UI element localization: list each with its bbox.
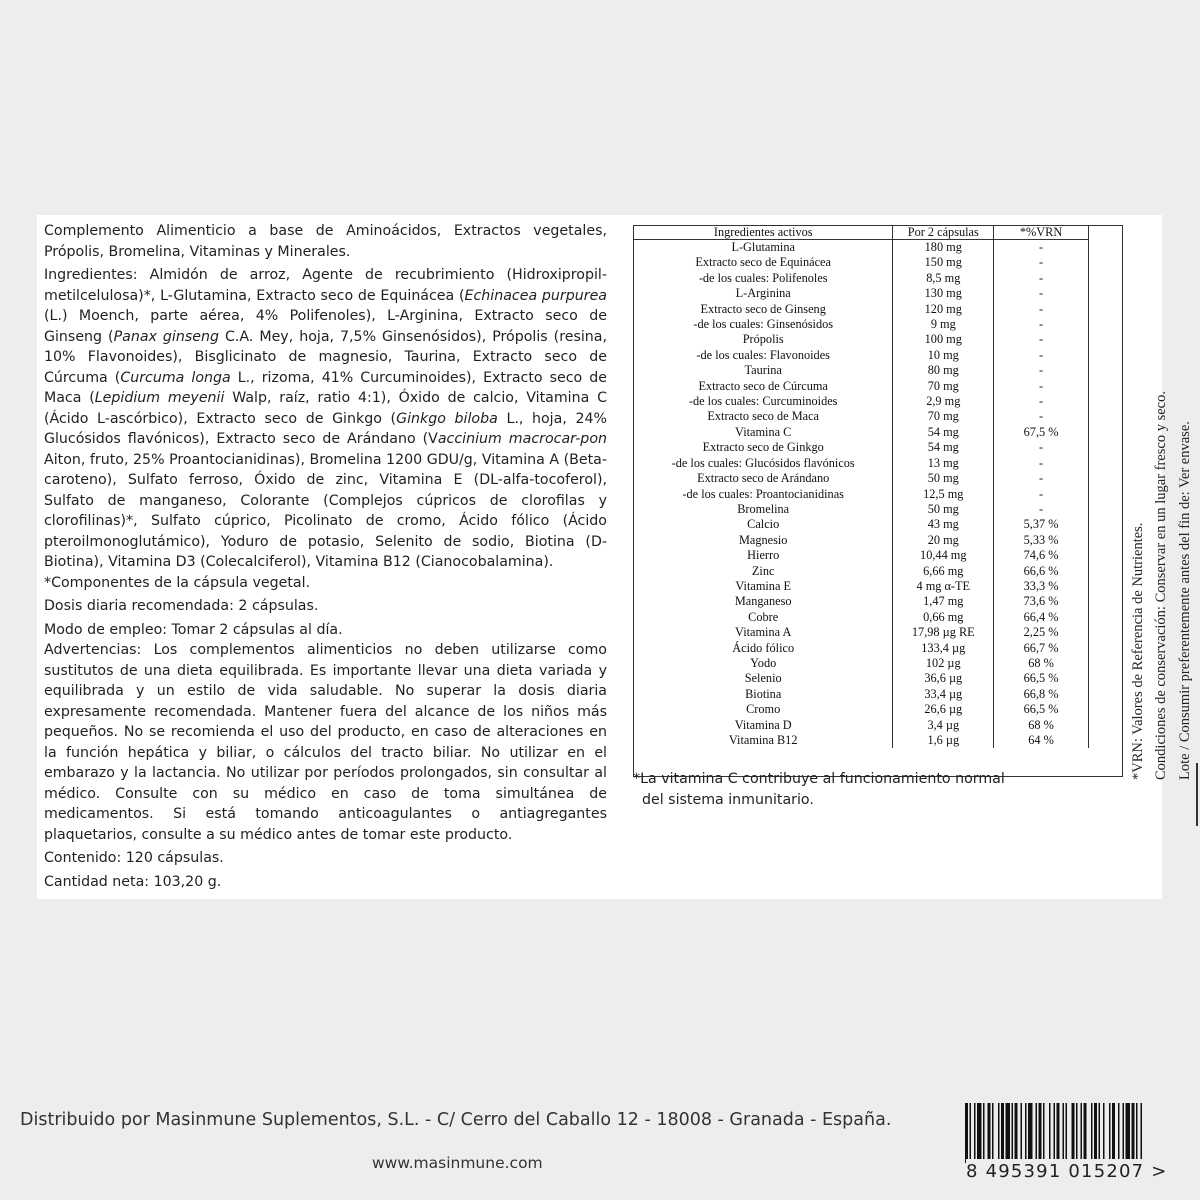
nutrition-table-row (634, 641, 1089, 656)
contents-count: Contenido: 120 cápsulas. (44, 850, 224, 866)
lot-expiry-note: Lote / Consumir preferentemente antes del fin de: Ver envase. (1177, 421, 1193, 780)
barcode-bar (1103, 1103, 1105, 1163)
storage-conditions: Condiciones de conservación: Conservar en un lugar fresco y seco. (1153, 391, 1169, 780)
barcode-bar (1081, 1103, 1083, 1163)
ingredient-name: -de los cuales: Ginsenósidos (634, 317, 893, 332)
amount-per-2-capsules: 43 mg (893, 517, 994, 532)
nutrition-table-row (634, 332, 1089, 347)
vrn-percent: - (994, 487, 1089, 502)
barcode-bar (965, 1103, 968, 1163)
ingredient-name: Magnesio (634, 533, 893, 548)
vrn-percent: - (994, 348, 1089, 363)
vertical-notes (1122, 245, 1200, 785)
barcode-bar (1025, 1103, 1027, 1163)
nutrition-table-row (634, 487, 1089, 502)
nutrition-table-row (634, 718, 1089, 733)
ingredient-name: -de los cuales: Glucósidos flavónicos (634, 456, 893, 471)
barcode-bar (1054, 1103, 1056, 1163)
nutrition-table-row (634, 564, 1089, 579)
vertical-divider (1196, 763, 1198, 826)
amount-per-2-capsules: 54 mg (893, 440, 994, 455)
vrn-percent: 2,25 % (994, 625, 1089, 640)
vrn-percent: 66,4 % (994, 610, 1089, 625)
capsule-components-note: *Componentes de la cápsula vegetal. (44, 574, 311, 591)
nutrition-table-row (634, 363, 1089, 378)
nutrition-table-header (634, 226, 1089, 240)
nutrition-table-row (634, 302, 1089, 317)
header-active-ingredients: Ingredientes activos (634, 226, 893, 240)
barcode-bars (965, 1103, 1190, 1163)
barcode-bar (1076, 1103, 1078, 1163)
usage-instructions: Modo de empleo: Tomar 2 cápsulas al día. (44, 621, 343, 638)
vrn-percent: - (994, 255, 1089, 270)
vrn-percent: 66,6 % (994, 564, 1089, 579)
product-label (37, 215, 1193, 899)
ingredient-name: Zinc (634, 564, 893, 579)
ingredient-name: Vitamina D (634, 718, 893, 733)
vrn-percent: - (994, 286, 1089, 301)
ingredient-name: Selenio (634, 671, 893, 686)
nutrition-table-body (634, 240, 1089, 749)
amount-per-2-capsules: 4 mg α-TE (893, 579, 994, 594)
amount-per-2-capsules: 150 mg (893, 255, 994, 270)
barcode-bar (1039, 1103, 1042, 1163)
nutrition-table (634, 226, 1089, 748)
barcode-bar (1123, 1103, 1125, 1163)
ingredient-name: Extracto seco de Cúrcuma (634, 379, 893, 394)
header-vrn: *%VRN (994, 226, 1089, 240)
barcode-bar (1091, 1103, 1093, 1163)
nutrition-table-row (634, 348, 1089, 363)
distributor-info: Distribuido por Masinmune Suplementos, S.L. - C/ Cerro del Caballo 12 - 18008 - Granada - España. (20, 1110, 892, 1130)
nutrition-table-row (634, 379, 1089, 394)
barcode-bar (992, 1103, 994, 1163)
vrn-percent: - (994, 394, 1089, 409)
vitamin-c-claim-line2: del sistema inmunitario. (642, 792, 814, 808)
ingredient-name: -de los cuales: Flavonoides (634, 348, 893, 363)
amount-per-2-capsules: 13 mg (893, 456, 994, 471)
ingredient-name: Extracto seco de Ginkgo (634, 440, 893, 455)
vitamin-c-claim-line1: *La vitamina C contribuye al funcionamiento normal (633, 771, 1005, 787)
amount-per-2-capsules: 3,4 µg (893, 718, 994, 733)
vrn-percent: 33,3 % (994, 579, 1089, 594)
amount-per-2-capsules: 102 µg (893, 656, 994, 671)
barcode-number: 8 495391 015207 > (966, 1159, 1191, 1182)
amount-per-2-capsules: 54 mg (893, 425, 994, 440)
vrn-percent: - (994, 379, 1089, 394)
barcode-bar (1084, 1103, 1087, 1163)
amount-per-2-capsules: 33,4 µg (893, 687, 994, 702)
vitamin-c-claim (633, 769, 1033, 811)
nutrition-table-row (634, 548, 1089, 563)
vrn-percent: 66,5 % (994, 702, 1089, 717)
amount-per-2-capsules: 8,5 mg (893, 271, 994, 286)
barcode-bar (1006, 1103, 1011, 1163)
nutrition-table-row (634, 687, 1089, 702)
barcode-bar (983, 1103, 985, 1163)
ingredient-name: -de los cuales: Curcuminoides (634, 394, 893, 409)
ingredient-name: Vitamina B12 (634, 733, 893, 748)
nutrition-table-row (634, 255, 1089, 270)
vrn-percent: - (994, 332, 1089, 347)
barcode-bar (1094, 1103, 1097, 1163)
amount-per-2-capsules: 26,6 µg (893, 702, 994, 717)
nutrition-table-row (634, 425, 1089, 440)
barcode-bar (1049, 1103, 1051, 1163)
nutrition-table-frame (633, 225, 1123, 777)
barcode-bar (988, 1103, 991, 1163)
barcode-bar (1063, 1103, 1065, 1163)
ingredient-name: -de los cuales: Proantocianidinas (634, 487, 893, 502)
barcode-bar (974, 1103, 976, 1163)
ingredient-name: L-Arginina (634, 286, 893, 301)
vrn-percent: 66,8 % (994, 687, 1089, 702)
vrn-percent: - (994, 317, 1089, 332)
ingredient-name: Manganeso (634, 594, 893, 609)
amount-per-2-capsules: 12,5 mg (893, 487, 994, 502)
amount-per-2-capsules: 36,6 µg (893, 671, 994, 686)
ingredient-name: Yodo (634, 656, 893, 671)
header-per-2-capsules: Por 2 cápsulas (893, 226, 994, 240)
nutrition-table-row (634, 240, 1089, 256)
vrn-percent: 64 % (994, 733, 1089, 748)
barcode-bar (1012, 1103, 1014, 1163)
vrn-percent: 66,7 % (994, 641, 1089, 656)
barcode-bar (1028, 1103, 1033, 1163)
vrn-percent: 73,6 % (994, 594, 1089, 609)
ingredient-name: Taurina (634, 363, 893, 378)
amount-per-2-capsules: 130 mg (893, 286, 994, 301)
ingredient-name: Bromelina (634, 502, 893, 517)
amount-per-2-capsules: 180 mg (893, 240, 994, 256)
label-text-column (44, 221, 607, 892)
amount-per-2-capsules: 80 mg (893, 363, 994, 378)
vrn-definition: *VRN: Valores de Referencia de Nutrientes. (1130, 522, 1146, 780)
ingredient-name: Calcio (634, 517, 893, 532)
vrn-percent: - (994, 440, 1089, 455)
ingredient-name: Vitamina E (634, 579, 893, 594)
amount-per-2-capsules: 2,9 mg (893, 394, 994, 409)
ingredient-name: Ácido fólico (634, 641, 893, 656)
barcode-bar (1036, 1103, 1038, 1163)
nutrition-table-row (634, 502, 1089, 517)
vrn-percent: 5,37 % (994, 517, 1089, 532)
nutrition-table-row (634, 579, 1089, 594)
nutrition-table-row (634, 394, 1089, 409)
amount-per-2-capsules: 1,47 mg (893, 594, 994, 609)
vrn-percent: - (994, 240, 1089, 256)
nutrition-table-row (634, 533, 1089, 548)
nutrition-table-row (634, 702, 1089, 717)
nutrition-table-row (634, 517, 1089, 532)
warnings-paragraph: Advertencias: Los complementos alimenticios no deben utilizarse como sustitutos de una dieta equilibrada. Es importante llevar una dieta variada y equilibrada y un estilo de vida saludable. No superar la dosis diaria expresamente recomendada. Mantener fuera del alcance de los niños más pequeños. No se recomienda el uso del producto, en caso de alteraciones en la función hepática y biliar, o cálculos del tracto biliar. No utilizar en el embarazo y la lactancia. No utilizar por períodos prolongados, sin consultar al médico. Consulte con su médico en caso de toma simultánea de medicamentos. Si está tomando anticoagulantes o antiagregantes plaquetarios, consulte a su médico antes de tomar este producto. (44, 642, 607, 843)
amount-per-2-capsules: 0,66 mg (893, 610, 994, 625)
barcode-bar (970, 1103, 972, 1163)
ingredient-name: Vitamina C (634, 425, 893, 440)
ingredient-name: L-Glutamina (634, 240, 893, 256)
barcode-bar (1099, 1103, 1101, 1163)
vrn-percent: - (994, 502, 1089, 517)
amount-per-2-capsules: 100 mg (893, 332, 994, 347)
vrn-percent: 5,33 % (994, 533, 1089, 548)
barcode-bar (1015, 1103, 1018, 1163)
barcode-bar (1066, 1103, 1068, 1163)
ingredient-name: -de los cuales: Polifenoles (634, 271, 893, 286)
ingredient-name: Vitamina A (634, 625, 893, 640)
barcode-bar (1001, 1103, 1004, 1163)
barcode-bar (1109, 1103, 1111, 1163)
barcode-bar (1072, 1103, 1075, 1163)
nutrition-table-row (634, 471, 1089, 486)
nutrition-table-row (634, 440, 1089, 455)
barcode-bar (1126, 1103, 1131, 1163)
vrn-percent: 66,5 % (994, 671, 1089, 686)
nutrition-table-row (634, 625, 1089, 640)
ingredient-name: Hierro (634, 548, 893, 563)
amount-per-2-capsules: 17,98 µg RE (893, 625, 994, 640)
net-quantity: Cantidad neta: 103,20 g. (44, 873, 222, 890)
nutrition-table-row (634, 656, 1089, 671)
vrn-percent: - (994, 409, 1089, 424)
amount-per-2-capsules: 1,6 µg (893, 733, 994, 748)
amount-per-2-capsules: 50 mg (893, 471, 994, 486)
ingredient-name: Cromo (634, 702, 893, 717)
ingredient-name: Extracto seco de Maca (634, 409, 893, 424)
ingredient-name: Extracto seco de Equinácea (634, 255, 893, 270)
vrn-percent: 74,6 % (994, 548, 1089, 563)
vrn-percent: - (994, 471, 1089, 486)
ingredient-name: Cobre (634, 610, 893, 625)
nutrition-table-row (634, 286, 1089, 301)
ingredient-name: Biotina (634, 687, 893, 702)
vrn-percent: - (994, 456, 1089, 471)
nutrition-table-row (634, 733, 1089, 748)
amount-per-2-capsules: 70 mg (893, 409, 994, 424)
barcode-bar (1132, 1103, 1135, 1163)
barcode-bar (1043, 1103, 1045, 1163)
website-url: www.masinmune.com (372, 1154, 543, 1172)
nutrition-table-row (634, 271, 1089, 286)
vrn-percent: - (994, 363, 1089, 378)
ingredient-name: Extracto seco de Ginseng (634, 302, 893, 317)
amount-per-2-capsules: 20 mg (893, 533, 994, 548)
amount-per-2-capsules: 6,66 mg (893, 564, 994, 579)
ingredient-name: Extracto seco de Arándano (634, 471, 893, 486)
product-description: Complemento Alimenticio a base de Aminoácidos, Extractos vegetales, Própolis, Bromelina, Vitaminas y Minerales. (44, 223, 607, 260)
barcode-bar (1057, 1103, 1060, 1163)
vrn-percent: 67,5 % (994, 425, 1089, 440)
ingredients-paragraph: Ingredientes: Almidón de arroz, Agente de recubrimiento (Hidroxipropil-metilcelulosa)*, L-Glutamina, Extracto seco de Equinácea (Echinacea purpurea (L.) Moench, parte aérea, 4% Polifenoles), L-Arginina, Extracto seco de Ginseng (Panax ginseng C.A. Mey, hoja, 7,5% Ginsenósidos), Própolis (resina, 10% Flavonoides), Bisglicinato de magnesio, Taurina, Extracto seco de Cúrcuma (Curcuma longa L., rizoma, 41% Curcuminoides), Extracto seco de Maca (Lepidium meyenii Walp, raíz, ratio 4:1), Óxido de calcio, Vitamina C (Ácido L-ascórbico), Extracto seco de Ginkgo (Ginkgo biloba L., hoja, 24% Glucósidos flavónicos), Extracto seco de Arándano (Vaccinium macrocar-pon Aiton, fruto, 25% Proantocianidinas), Bromelina 1200 GDU/g, Vitamina A (Beta-caroteno), Sulfato ferroso, Óxido de zinc, Vitamina E (DL-alfa-tocoferol), Sulfato de manganeso, Colorante (Complejos cúpricos de clorofilas y clorofilinas)*, Sulfato cúprico, Picolinato de cromo, Ácido fólico (Ácido pteroilmonoglutámico), Yoduro de potasio, Selenito de sodio, Biotina (D-Biotina), Vitamina D3 (Colecalciferol), Vitamina B12 (Cianocobalamina). (44, 267, 607, 570)
amount-per-2-capsules: 70 mg (893, 379, 994, 394)
amount-per-2-capsules: 10,44 mg (893, 548, 994, 563)
barcode-bar (1141, 1103, 1143, 1163)
barcode-bar (1118, 1103, 1120, 1163)
nutrition-table-row (634, 409, 1089, 424)
amount-per-2-capsules: 9 mg (893, 317, 994, 332)
ingredient-name: Própolis (634, 332, 893, 347)
nutrition-table-row (634, 610, 1089, 625)
amount-per-2-capsules: 10 mg (893, 348, 994, 363)
barcode-bar (998, 1103, 1000, 1163)
daily-dose: Dosis diaria recomendada: 2 cápsulas. (44, 598, 319, 614)
barcode-bar (1112, 1103, 1115, 1163)
vrn-percent: 68 % (994, 656, 1089, 671)
nutrition-table-row (634, 594, 1089, 609)
barcode-bar (1021, 1103, 1023, 1163)
amount-per-2-capsules: 120 mg (893, 302, 994, 317)
nutrition-table-row (634, 317, 1089, 332)
vrn-percent: 68 % (994, 718, 1089, 733)
barcode-bar (1136, 1103, 1138, 1163)
amount-per-2-capsules: 50 mg (893, 502, 994, 517)
vrn-percent: - (994, 271, 1089, 286)
nutrition-table-row (634, 456, 1089, 471)
amount-per-2-capsules: 133,4 µg (893, 641, 994, 656)
nutrition-table-row (634, 671, 1089, 686)
vrn-percent: - (994, 302, 1089, 317)
barcode-bar (977, 1103, 982, 1163)
